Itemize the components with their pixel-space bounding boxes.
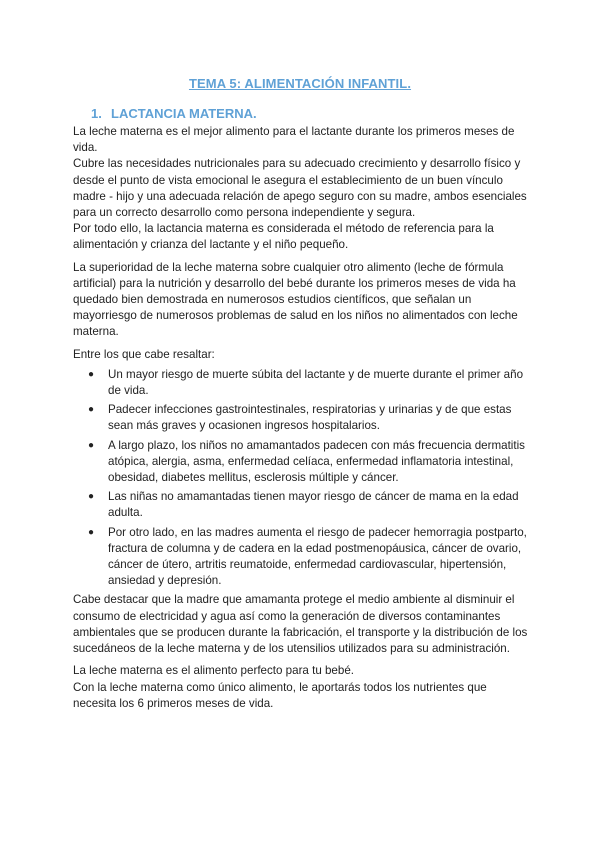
risk-list [73,367,531,590]
list-item-text: Un mayor riesgo de muerte súbita del lactante y de muerte durante el primer año de vida. [108,367,524,398]
bullet-icon: ● [88,404,95,416]
list-item [88,525,531,590]
section-heading [91,106,257,121]
closing-line-2: Con la leche materna como único alimento, le aportarás todos los nutrientes que necesita los 6 primeros meses de vida. [73,680,487,710]
section-title: LACTANCIA MATERNA. [111,106,257,121]
bullet-icon: ● [88,491,95,503]
list-item [88,367,531,399]
list-item [88,438,531,487]
paragraph-intro-2: Cubre las necesidades nutricionales para su adecuado crecimiento y desarrollo físico y desde el punto de vista emocional le asegura el establecimiento de un buen vínculo madre - hijo y una adecuada relación de apego seguro con su madre, ambos esenciales para un correcto desarrollo como persona independiente y segura. [73,157,527,220]
paragraph-intro-1: La leche materna es el mejor alimento para el lactante durante los primeros meses de vida. [73,125,515,155]
bullet-icon: ● [88,368,95,380]
section-number: 1. [91,106,102,121]
bullet-icon: ● [88,526,95,538]
paragraph-superiority: La superioridad de la leche materna sobre cualquier otro alimento (leche de fórmula artificial) para la nutrición y desarrollo del bebé durante los primeros meses de vida ha quedado bien demostrada en numerosos estudios científicos, que señalan un mayorriesgo de numerosos problemas de salud en los niños no alimentados con leche materna. [73,260,518,339]
list-item-text: A largo plazo, los niños no amamantados padecen con más frecuencia dermatitis atópica, alergia, asma, enfermedad celíaca, enfermedad inflamatoria intestinal, obesidad, diabetes mellitus, esclerosis múltiple y cáncer. [108,438,525,485]
body-text [73,124,531,712]
list-intro: Entre los que cabe resaltar: [73,347,215,361]
bullet-icon: ● [88,439,95,451]
document-title: TEMA 5: ALIMENTACIÓN INFANTIL. [188,76,412,91]
closing-line-1: La leche materna es el alimento perfecto para tu bebé. [73,664,355,678]
list-item-text: Por otro lado, en las madres aumenta el riesgo de padecer hemorragia postparto, fractura de columna y de cadera en la edad postmenopáusica, cáncer de ovario, cáncer de útero, artritis reumatoide, enfermedad cardiovascular, hipertensión, ansiedad y depresión. [108,525,527,588]
list-item [88,489,531,521]
paragraph-intro-3: Por todo ello, la lactancia materna es considerada el método de referencia para la alimentación y crianza del lactante y el niño pequeño. [73,222,494,252]
list-item [88,402,531,434]
list-item-text: Las niñas no amamantadas tienen mayor riesgo de cáncer de mama en la edad adulta. [108,490,519,520]
paragraph-environment: Cabe destacar que la madre que amamanta protege el medio ambiente al disminuir el consumo de electricidad y agua así como la generación de diversos contaminantes ambientales que se producen durante la fabricación, el transporte y la distribución de los sucedáneos de la leche materna y de los utensilios utilizados para su administración. [73,593,528,656]
list-item-text: Padecer infecciones gastrointestinales, respiratorias y urinarias y de que estas sean más graves y ocasionen ingresos hospitalarios. [108,403,512,433]
